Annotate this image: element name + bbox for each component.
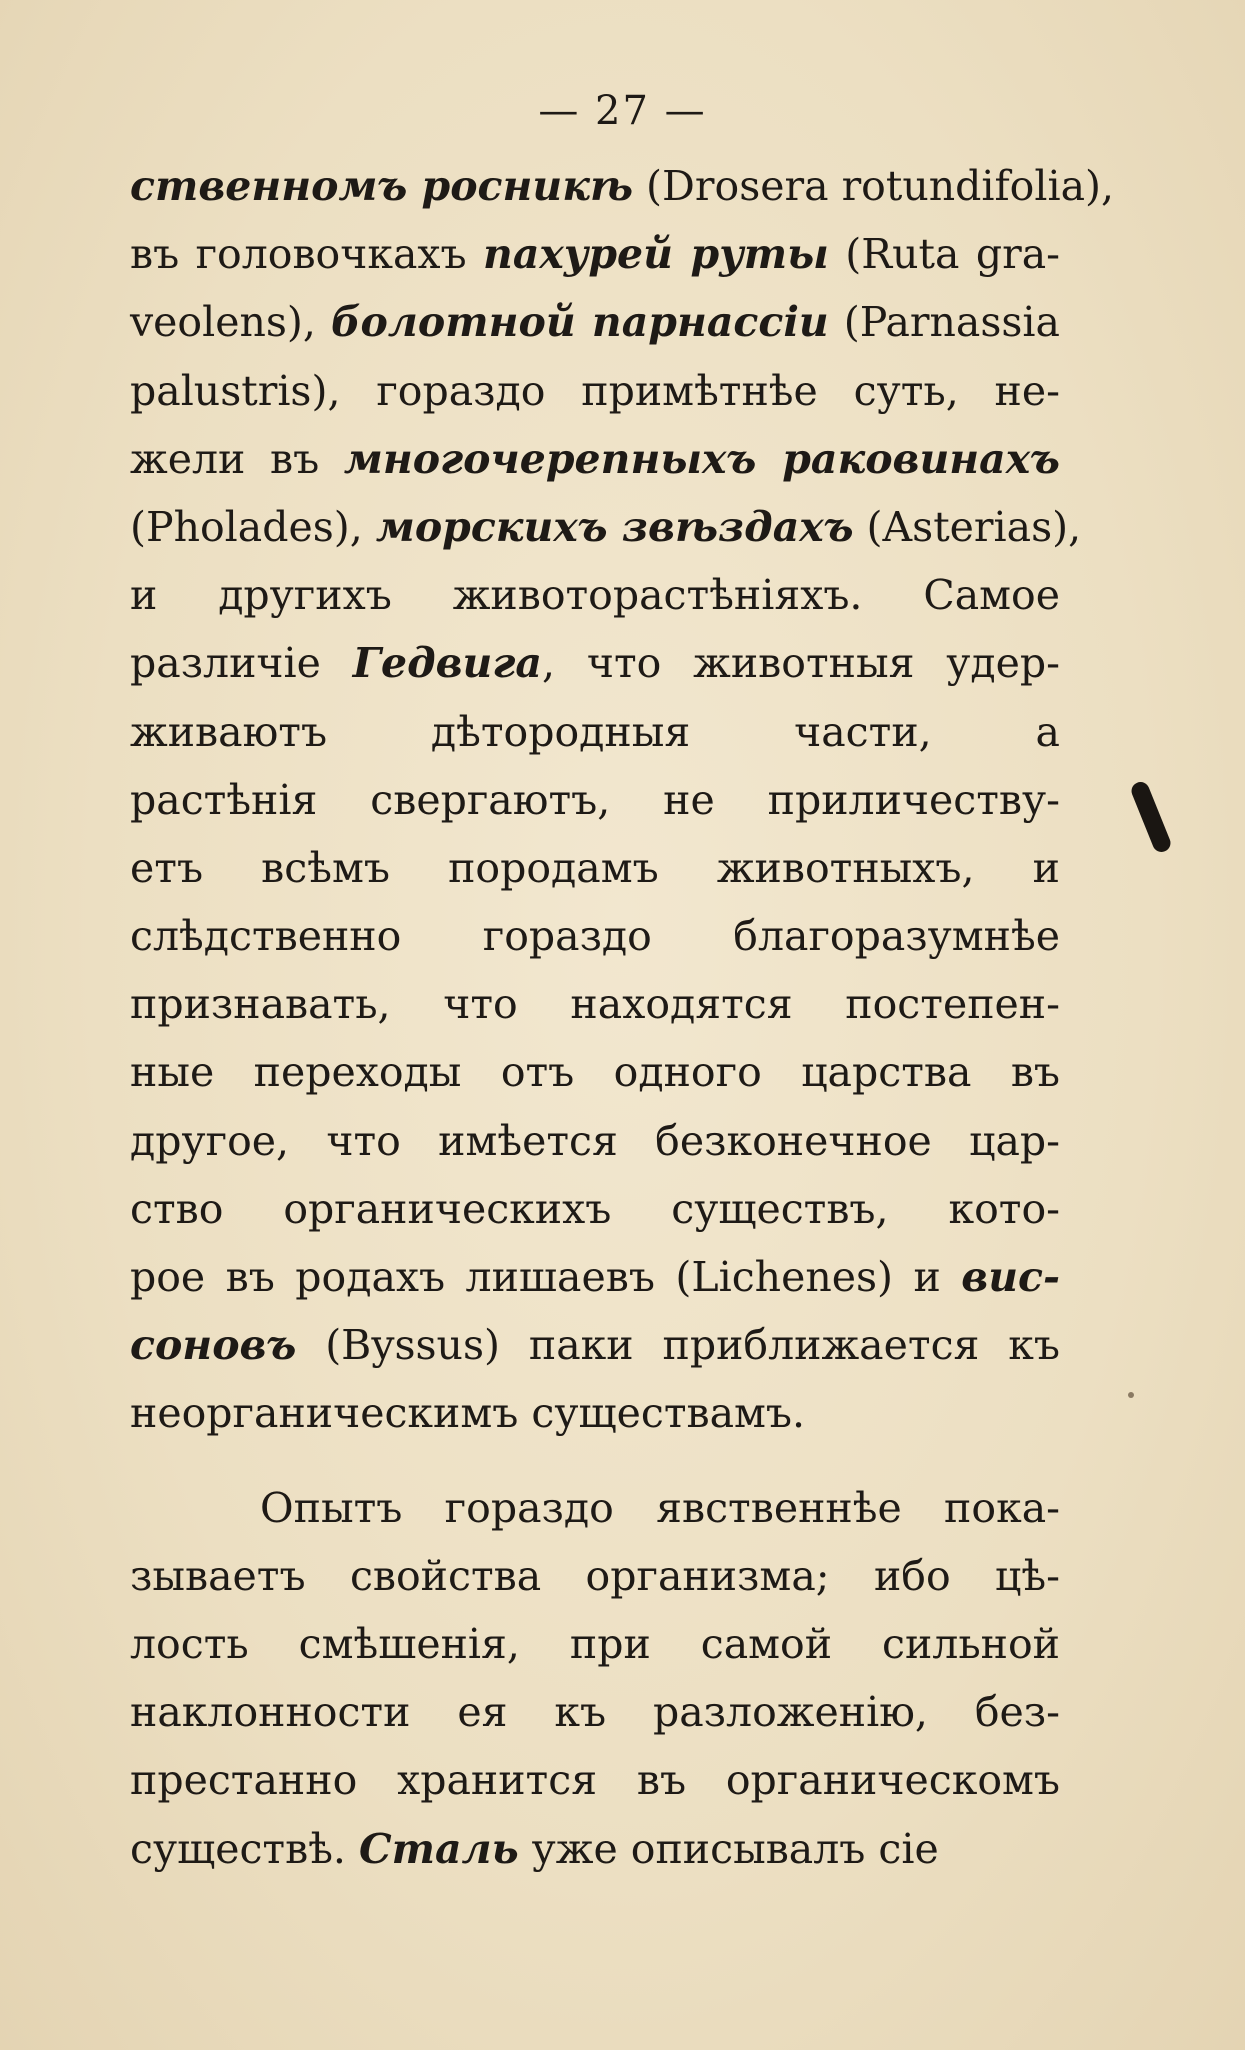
text-line <box>130 902 1060 970</box>
text-line <box>130 220 1060 288</box>
text-run: palustris), гораздо примѣтнѣе суть, не- <box>130 366 1060 415</box>
text-run: ство органическихъ существъ, кото- <box>130 1184 1060 1233</box>
text-run: живаютъ дѣтородныя части, а <box>130 707 1060 756</box>
text-run: существѣ. <box>130 1824 359 1873</box>
text-run: слѣдственно гораздо благоразумнѣе <box>130 912 1060 961</box>
text-line <box>130 629 1060 697</box>
text-run: Опытъ гораздо явственнѣе пока- <box>260 1483 1060 1532</box>
text-run: (Ruta gra- <box>828 230 1060 279</box>
text-run: неорганическимъ существамъ. <box>130 1389 806 1438</box>
text-line <box>130 970 1060 1038</box>
text-line <box>130 561 1060 629</box>
italic-term: Сталь <box>358 1824 519 1873</box>
text-run: жели въ <box>130 434 344 483</box>
text-run: признавать, что находятся постепен- <box>130 980 1060 1029</box>
text-line <box>130 1815 1060 1883</box>
italic-term: вис- <box>961 1253 1060 1301</box>
text-run: лость смѣшенія, при самой сильной <box>130 1619 1060 1668</box>
text-line <box>130 1243 1060 1311</box>
text-line <box>130 766 1060 834</box>
text-run: растѣнія свергаютъ, не приличеству- <box>130 775 1060 824</box>
text-line <box>130 152 1115 220</box>
text-line <box>130 698 1060 766</box>
text-run: , что животныя удер- <box>542 639 1060 688</box>
text-run: (Drosera rotundifolia), <box>633 162 1115 210</box>
text-line <box>130 288 1060 356</box>
italic-term: Гедвига <box>352 639 542 688</box>
text-run: престанно хранится въ органическомъ <box>130 1756 1060 1805</box>
text-line <box>130 1678 1060 1746</box>
text-line <box>130 1311 1060 1379</box>
text-line <box>130 1379 1060 1447</box>
text-line <box>130 1610 1060 1678</box>
page-text <box>130 152 1115 1883</box>
text-run: (Byssus) паки приближается къ <box>296 1321 1060 1370</box>
italic-term: соновъ <box>130 1321 297 1370</box>
text-line <box>130 1107 1060 1175</box>
text-line <box>130 1542 1060 1610</box>
text-line <box>130 1038 1060 1106</box>
text-run: (Parnassia <box>828 298 1060 347</box>
text-line <box>130 493 1082 561</box>
text-line <box>130 1746 1060 1814</box>
text-run: (Asterias), <box>853 502 1082 551</box>
italic-term: морскихъ звѣздахъ <box>375 502 854 551</box>
text-run: наклонности ея къ разложенію, без- <box>130 1688 1060 1737</box>
text-run: различіе <box>130 639 353 688</box>
text-run: другое, что имѣется безконечное цар- <box>130 1116 1060 1165</box>
text-line <box>130 357 1060 425</box>
text-run: въ головочкахъ <box>130 230 484 279</box>
text-run: и другихъ животорастѣніяхъ. Самое <box>130 571 1060 620</box>
text-line <box>130 834 1060 902</box>
text-run: ные переходы отъ одного царства въ <box>130 1048 1060 1097</box>
paper-speck <box>1128 1392 1134 1398</box>
italic-term: болотной парнассіи <box>330 298 829 347</box>
text-line <box>130 1474 1060 1542</box>
text-run: рое въ родахъ лишаевъ (Lichenes) и <box>130 1253 962 1301</box>
text-line <box>130 1175 1060 1243</box>
text-run: зываетъ свойства организма; ибо цѣ- <box>130 1551 1060 1600</box>
text-run: veolens), <box>130 298 331 347</box>
text-line <box>130 425 1060 493</box>
page-number: — 27 — <box>538 88 707 134</box>
ink-blot <box>1129 779 1173 854</box>
paragraph-gap <box>130 1448 1060 1474</box>
text-run: етъ всѣмъ породамъ животныхъ, и <box>130 843 1060 892</box>
text-run: (Pholades), <box>130 502 376 551</box>
italic-term: ственномъ росникѣ <box>130 162 634 210</box>
text-run: уже описывалъ сіе <box>518 1824 939 1873</box>
italic-term: многочерепныхъ раковинахъ <box>343 434 1060 483</box>
italic-term: пахурей руты <box>483 230 829 279</box>
